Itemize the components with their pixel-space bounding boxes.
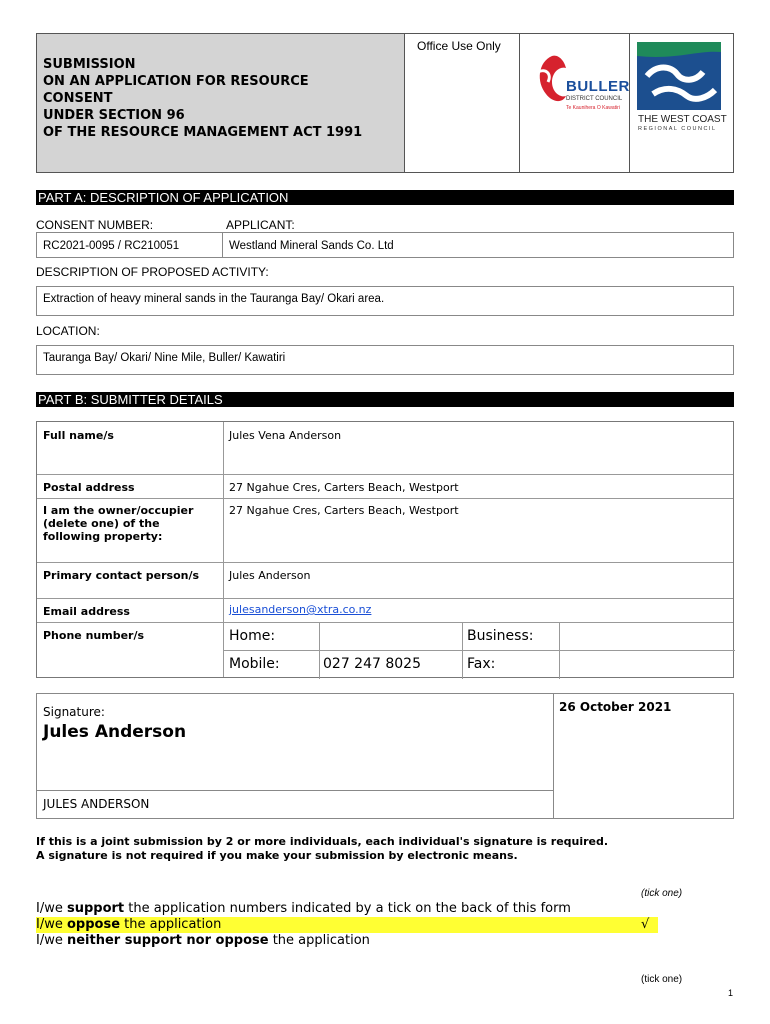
westcoast-logo (630, 34, 733, 172)
option-prefix: I/we (36, 917, 67, 932)
electronic-submission-note: A signature is not required if you make your submission by electronic means. (36, 849, 518, 862)
phone-label: Phone number/s (43, 629, 145, 642)
title-line: UNDER SECTION 96 (43, 108, 185, 123)
option-text: the application (120, 917, 222, 932)
tick-one-note: (tick one) (641, 888, 683, 899)
row-divider (37, 622, 733, 623)
column-divider (223, 422, 224, 677)
title-line: CONSENT (43, 91, 113, 106)
part-a-heading: PART A: DESCRIPTION OF APPLICATION (36, 190, 734, 205)
office-use-cell (405, 34, 520, 172)
row-divider (37, 598, 733, 599)
neither-option[interactable] (36, 933, 370, 949)
home-phone-label: Home: (229, 628, 276, 644)
applicant-label: APPLICANT: (226, 218, 295, 232)
buller-name: BULLER (566, 78, 630, 95)
full-name-label: Full name/s (43, 429, 114, 442)
title-line: SUBMISSION (43, 57, 136, 72)
westcoast-wave-icon (637, 42, 721, 110)
part-b-heading: PART B: SUBMITTER DETAILS (36, 392, 734, 407)
option-keyword: oppose (66, 917, 121, 932)
business-phone-label: Business: (467, 628, 534, 644)
signature-field[interactable]: Jules Anderson (43, 722, 187, 742)
consent-number-value: RC2021-0095 / RC210051 (43, 240, 180, 252)
primary-contact-label: Primary contact person/s (43, 569, 200, 582)
applicant-value: Westland Mineral Sands Co. Ltd (229, 240, 394, 252)
tick-one-note-2: (tick one) (641, 974, 683, 985)
page-number: 1 (728, 988, 734, 998)
row-divider (37, 498, 733, 499)
full-name-value[interactable]: Jules Vena Anderson (229, 429, 342, 442)
column-divider (553, 694, 554, 818)
title-line: OF THE RESOURCE MANAGEMENT ACT 1991 (43, 125, 363, 140)
owner-occupier-label: I am the owner/occupier (delete one) of the following property: (43, 504, 194, 543)
printed-name[interactable]: JULES ANDERSON (43, 797, 150, 811)
activity-field[interactable] (36, 286, 734, 316)
form-title (37, 34, 405, 172)
westcoast-name: THE WEST COAST (638, 114, 727, 125)
submitter-details-table (36, 421, 734, 678)
location-value: Tauranga Bay/ Okari/ Nine Mile, Buller/ Kawatiri (43, 352, 286, 364)
location-label: LOCATION: (36, 324, 100, 338)
applicant-field[interactable] (222, 232, 734, 258)
option-keyword: support (66, 901, 125, 916)
primary-contact-value[interactable]: Jules Anderson (229, 569, 311, 582)
joint-submission-note: If this is a joint submission by 2 or more individuals, each individual's signature is required. (36, 835, 609, 848)
title-line: ON AN APPLICATION FOR RESOURCE (43, 74, 309, 89)
oppose-tick-mark[interactable]: √ (641, 917, 650, 932)
option-text: the application numbers indicated by a tick on the back of this form (124, 901, 571, 916)
row-divider (37, 790, 554, 791)
postal-address-label: Postal address (43, 481, 135, 494)
buller-logo (520, 34, 630, 172)
buller-maori: Te Kaunihera O Kawatiri (566, 105, 620, 111)
activity-value: Extraction of heavy mineral sands in the Tauranga Bay/ Okari area. (43, 293, 385, 305)
fax-label: Fax: (467, 656, 496, 672)
support-option[interactable] (36, 901, 571, 917)
office-use-label: Office Use Only (417, 39, 501, 53)
location-field[interactable] (36, 345, 734, 375)
oppose-option[interactable] (36, 917, 658, 933)
westcoast-sub: REGIONAL COUNCIL (638, 126, 717, 132)
column-divider (462, 622, 463, 679)
option-text: the application (268, 933, 370, 948)
consent-number-label: CONSENT NUMBER: (36, 218, 154, 232)
email-label: Email address (43, 605, 130, 618)
postal-address-value[interactable]: 27 Ngahue Cres, Carters Beach, Westport (229, 481, 459, 494)
owner-occupier-value[interactable]: 27 Ngahue Cres, Carters Beach, Westport (229, 504, 459, 517)
option-keyword: neither support nor oppose (66, 933, 269, 948)
consent-number-field[interactable] (36, 232, 223, 258)
mobile-phone-value[interactable]: 027 247 8025 (323, 656, 421, 672)
mobile-phone-label: Mobile: (229, 656, 280, 672)
signature-label: Signature: (43, 705, 105, 719)
column-divider (559, 622, 560, 679)
signature-date[interactable]: 26 October 2021 (559, 700, 672, 714)
row-divider (37, 562, 733, 563)
header-table (36, 33, 734, 173)
email-link[interactable]: julesanderson@xtra.co.nz (229, 603, 372, 616)
signature-box (36, 693, 734, 819)
option-prefix: I/we (36, 933, 67, 948)
row-divider (37, 474, 733, 475)
column-divider (319, 622, 320, 679)
row-divider (223, 650, 735, 651)
activity-label: DESCRIPTION OF PROPOSED ACTIVITY: (36, 265, 269, 279)
option-prefix: I/we (36, 901, 67, 916)
buller-sub: DISTRICT COUNCIL (566, 96, 623, 102)
